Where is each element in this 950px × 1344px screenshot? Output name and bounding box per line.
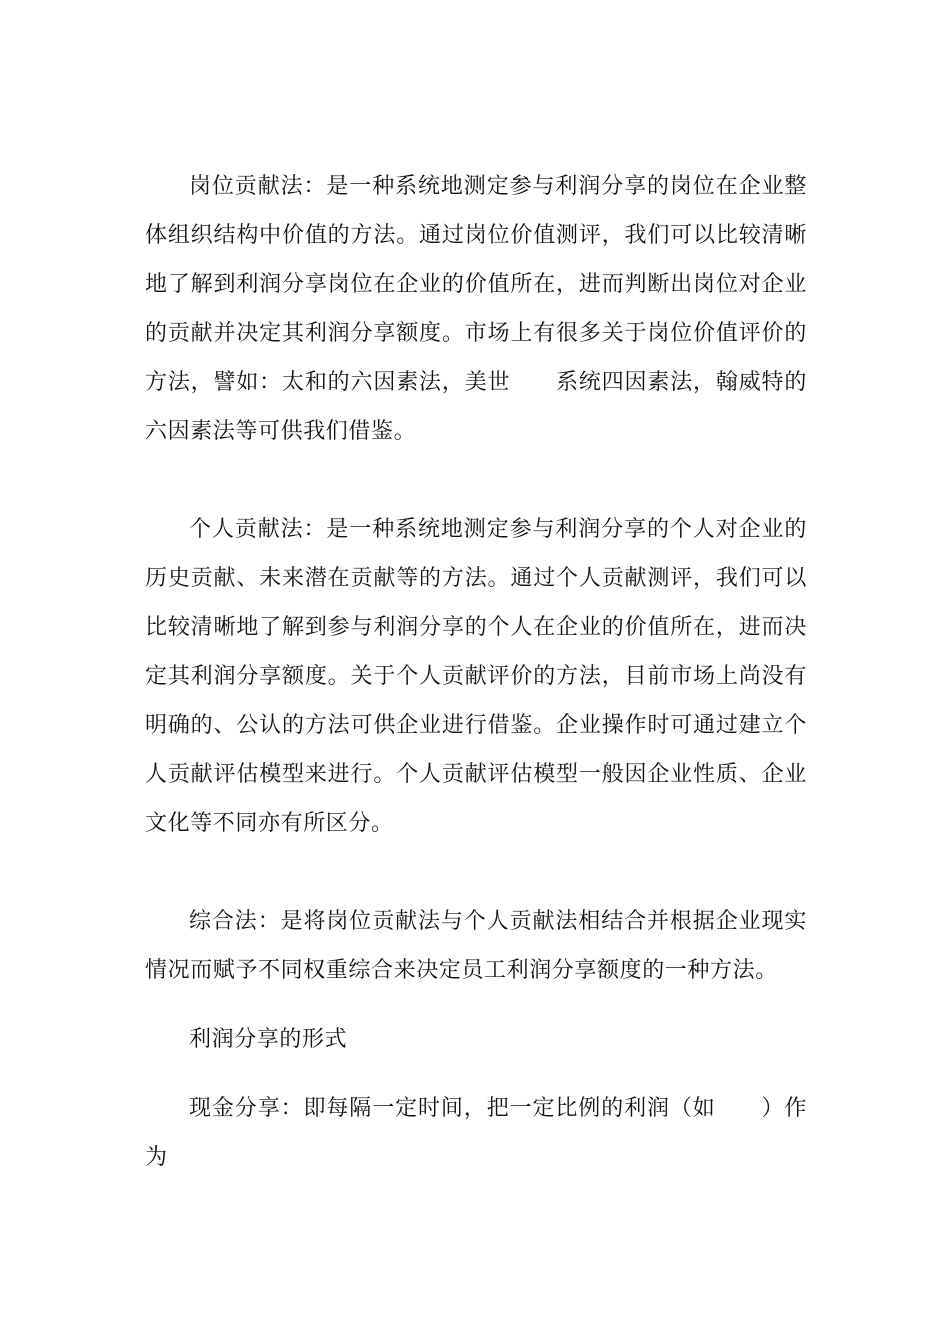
paragraph-spacer (145, 848, 807, 897)
paragraph-spacer (145, 1064, 807, 1084)
paragraph-combined-method: 综合法：是将岗位贡献法与个人贡献法相结合并根据企业现实情况而赋予不同权重综合来决定员工利润分享额度的一种方法。 (145, 909, 807, 983)
paragraph-spacer (145, 995, 807, 1015)
paragraph-position-contribution: 岗位贡献法：是一种系统地测定参与利润分享的岗位在企业整体组织结构中价值的方法。通过岗位价值测评，我们可以比较清晰地了解到利润分享岗位在企业的价值所在，进而判断出岗位对企业的贡献并决定其利润分享额度。市场上有很多关于岗位价值评价的方法，譬如：太和的六因素法，美世 系统四因素法，翰威特的六因素法等可供我们借鉴。 (145, 174, 807, 444)
paragraph-cash-sharing: 现金分享：即每隔一定时间，把一定比例的利润（如 ）作为 (145, 1096, 807, 1170)
paragraph-spacer (145, 456, 807, 505)
paragraph-personal-contribution: 个人贡献法：是一种系统地测定参与利润分享的个人对企业的历史贡献、未来潜在贡献等的方法。通过个人贡献测评，我们可以比较清晰地了解到参与利润分享的个人在企业的价值所在，进而决定其利润分享额度。关于个人贡献评价的方法，目前市场上尚没有明确的、公认的方法可供企业进行借鉴。企业操作时可通过建立个人贡献评估模型来进行。个人贡献评估模型一般因企业性质、企业文化等不同亦有所区分。 (145, 517, 807, 836)
document-body (145, 162, 807, 1182)
section-heading-profit-sharing-forms: 利润分享的形式 (189, 1027, 348, 1052)
